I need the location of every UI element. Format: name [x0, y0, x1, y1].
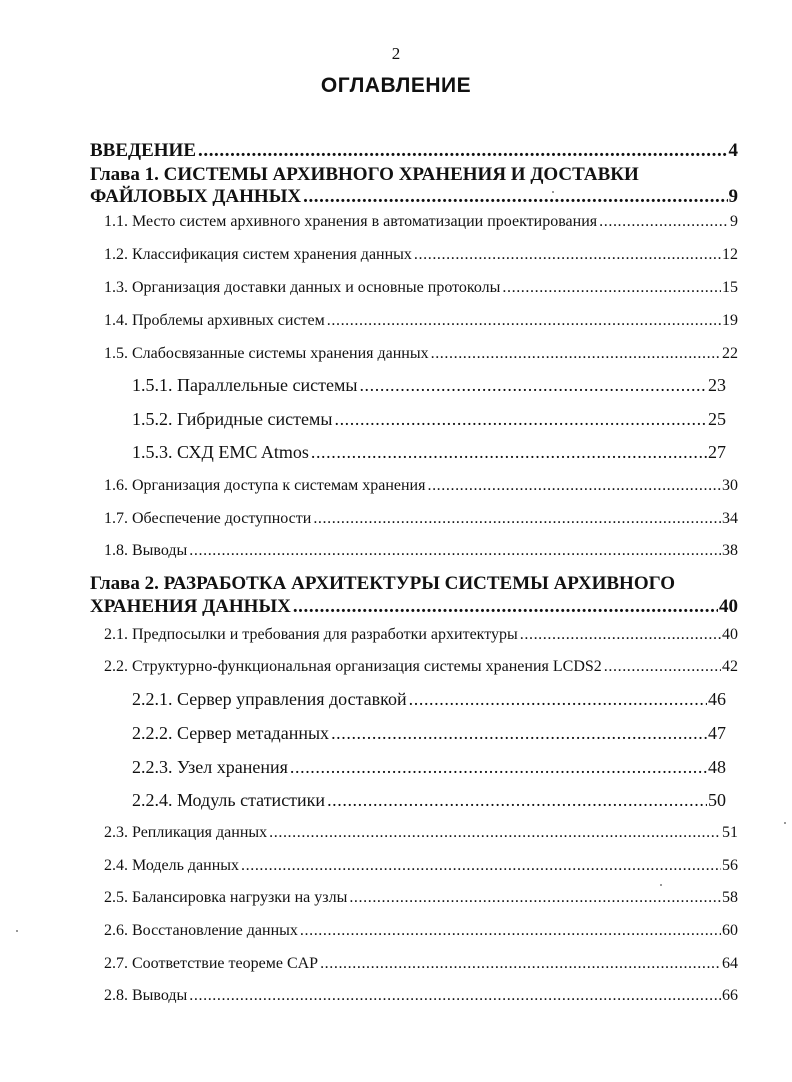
toc-entry[interactable] — [104, 626, 738, 644]
toc-entry-page: 66 — [722, 987, 738, 1004]
scan-speck — [552, 191, 554, 193]
chapter-1-heading[interactable]: Глава 1. СИСТЕМЫ АРХИВНОГО ХРАНЕНИЯ И ДОСТАВКИ — [90, 164, 639, 185]
toc-entry[interactable] — [104, 510, 738, 528]
dot-leader — [414, 246, 721, 264]
toc-entry-text: ХРАНЕНИЯ ДАННЫХ — [90, 596, 291, 617]
toc-entry-text: 1.1. Место систем архивного хранения в автоматизации проектирования — [104, 213, 598, 230]
dot-leader — [520, 626, 721, 644]
toc-entry-text: 2.2.4. Модуль статистики — [132, 790, 326, 810]
toc-subentry[interactable] — [132, 790, 726, 811]
toc-entry[interactable] — [104, 312, 738, 330]
toc-entry-page: 23 — [708, 375, 726, 395]
toc-entry[interactable] — [104, 922, 738, 940]
toc-entry-page: 60 — [722, 922, 738, 939]
toc-entry-page: 50 — [708, 790, 726, 810]
toc-entry-page: 58 — [722, 889, 738, 906]
toc-entry-page: 40 — [719, 596, 738, 617]
chapter-1-heading-continuation[interactable] — [90, 186, 738, 208]
toc-subentry[interactable] — [132, 375, 726, 396]
dot-leader — [290, 757, 707, 778]
toc-entry[interactable] — [104, 213, 738, 231]
dot-leader — [327, 790, 707, 811]
page-number: 2 — [391, 44, 401, 63]
toc-entry-page: 56 — [722, 857, 738, 874]
toc-entry-text: 1.7. Обеспечение доступности — [104, 510, 312, 527]
dot-leader — [293, 596, 718, 618]
dot-leader — [427, 477, 721, 495]
dot-leader — [189, 987, 721, 1005]
toc-entry-text: 1.4. Проблемы архивных систем — [104, 312, 325, 329]
dot-leader — [359, 375, 707, 396]
toc-entry-text: 2.2. Структурно-функциональная организация системы хранения LCDS2 — [104, 658, 602, 675]
toc-entry-page: 38 — [722, 542, 738, 559]
toc-entry[interactable] — [104, 857, 738, 875]
dot-leader — [269, 824, 721, 842]
dot-leader — [320, 955, 721, 973]
toc-entry[interactable] — [104, 246, 738, 264]
toc-subentry[interactable] — [132, 723, 726, 744]
toc-entry-page: 9 — [728, 186, 738, 207]
dot-leader — [311, 442, 707, 463]
toc-entry-text: 2.1. Предпосылки и требования для разработки архитектуры — [104, 626, 518, 643]
toc-entry-text: 2.7. Соответствие теореме CAP — [104, 955, 319, 972]
toc-entry[interactable] — [104, 824, 738, 842]
dot-leader — [241, 857, 721, 875]
toc-entry-page: 15 — [722, 279, 738, 296]
toc-entry-page: 25 — [708, 409, 726, 429]
toc-entry-page: 51 — [722, 824, 738, 841]
toc-entry-text: 1.3. Организация доставки данных и основные протоколы — [104, 279, 501, 296]
toc-entry-page: 12 — [722, 246, 738, 263]
toc-entry-text: 2.4. Модель данных — [104, 857, 240, 874]
dot-leader — [313, 510, 721, 528]
toc-entry-page: 48 — [708, 757, 726, 777]
toc-entry-page: 19 — [722, 312, 738, 329]
page-title: ОГЛАВЛЕНИЕ — [320, 74, 472, 97]
toc-entry-page: 40 — [722, 626, 738, 643]
dot-leader — [409, 689, 707, 710]
toc-entry-text: 2.2.2. Сервер метаданных — [132, 723, 330, 743]
dot-leader — [303, 186, 727, 208]
toc-entry-text: 1.6. Организация доступа к системам хранения — [104, 477, 426, 494]
scan-speck — [784, 822, 786, 824]
toc-entry-text: 1.8. Выводы — [104, 542, 188, 559]
toc-entry-text: 1.2. Классификация систем хранения данных — [104, 246, 412, 263]
dot-leader — [502, 279, 721, 297]
dot-leader — [331, 723, 707, 744]
toc-entry-text: 2.3. Репликация данных — [104, 824, 268, 841]
dot-leader — [604, 658, 721, 676]
toc-entry-text: 1.5. Слабосвязанные системы хранения данных — [104, 345, 429, 362]
toc-entry[interactable] — [104, 345, 738, 363]
toc-subentry[interactable] — [132, 689, 726, 710]
toc-entry-text: 2.6. Восстановление данных — [104, 922, 298, 939]
toc-subentry[interactable] — [132, 757, 726, 778]
toc-entry[interactable] — [104, 542, 738, 560]
toc-entry-page: 42 — [722, 658, 738, 675]
toc-entry[interactable] — [104, 987, 738, 1005]
chapter-2-heading-continuation[interactable] — [90, 596, 738, 618]
toc-entry-page: 22 — [722, 345, 738, 362]
toc-entry[interactable] — [104, 955, 738, 973]
chapter-2-heading[interactable]: Глава 2. РАЗРАБОТКА АРХИТЕКТУРЫ СИСТЕМЫ АРХИВНОГО — [90, 573, 676, 594]
toc-entry-text: 1.5.3. СХД EMC Atmos — [132, 442, 309, 462]
toc-entry-text: 2.5. Балансировка нагрузки на узлы — [104, 889, 348, 906]
toc-entry-page: 9 — [730, 213, 738, 230]
dot-leader — [431, 345, 721, 363]
toc-entry-page: 27 — [708, 442, 726, 462]
toc-entry-text: ФАЙЛОВЫХ ДАННЫХ — [90, 186, 302, 207]
toc-entry[interactable] — [104, 658, 738, 676]
toc-entry-page: 30 — [722, 477, 738, 494]
toc-entry[interactable] — [104, 889, 738, 907]
toc-entry[interactable] — [104, 477, 738, 495]
toc-entry-text: 2.2.1. Сервер управления доставкой — [132, 689, 407, 709]
dot-leader — [349, 889, 721, 907]
toc-entry-page: 4 — [728, 140, 738, 161]
toc-entry-text: 2.8. Выводы — [104, 987, 188, 1004]
toc-entry-page: 64 — [722, 955, 738, 972]
toc-entry-introduction[interactable] — [90, 140, 738, 162]
toc-entry-text: 1.5.1. Параллельные системы — [132, 375, 358, 395]
dot-leader — [327, 312, 721, 330]
dot-leader — [300, 922, 721, 940]
toc-entry-page: 46 — [708, 689, 726, 709]
toc-entry-page: 47 — [708, 723, 726, 743]
toc-entry[interactable] — [104, 279, 738, 297]
scan-speck — [660, 884, 662, 886]
toc-entry-page: 34 — [722, 510, 738, 527]
toc-entry-text: ВВЕДЕНИЕ — [90, 140, 196, 161]
dot-leader — [198, 140, 728, 162]
toc-entry-text: 2.2.3. Узел хранения — [132, 757, 288, 777]
dot-leader — [334, 409, 707, 430]
dot-leader — [599, 213, 729, 231]
toc-subentry[interactable] — [132, 409, 726, 430]
toc-subentry[interactable] — [132, 442, 726, 463]
scan-speck — [16, 930, 18, 932]
dot-leader — [189, 542, 721, 560]
toc-entry-text: 1.5.2. Гибридные системы — [132, 409, 333, 429]
